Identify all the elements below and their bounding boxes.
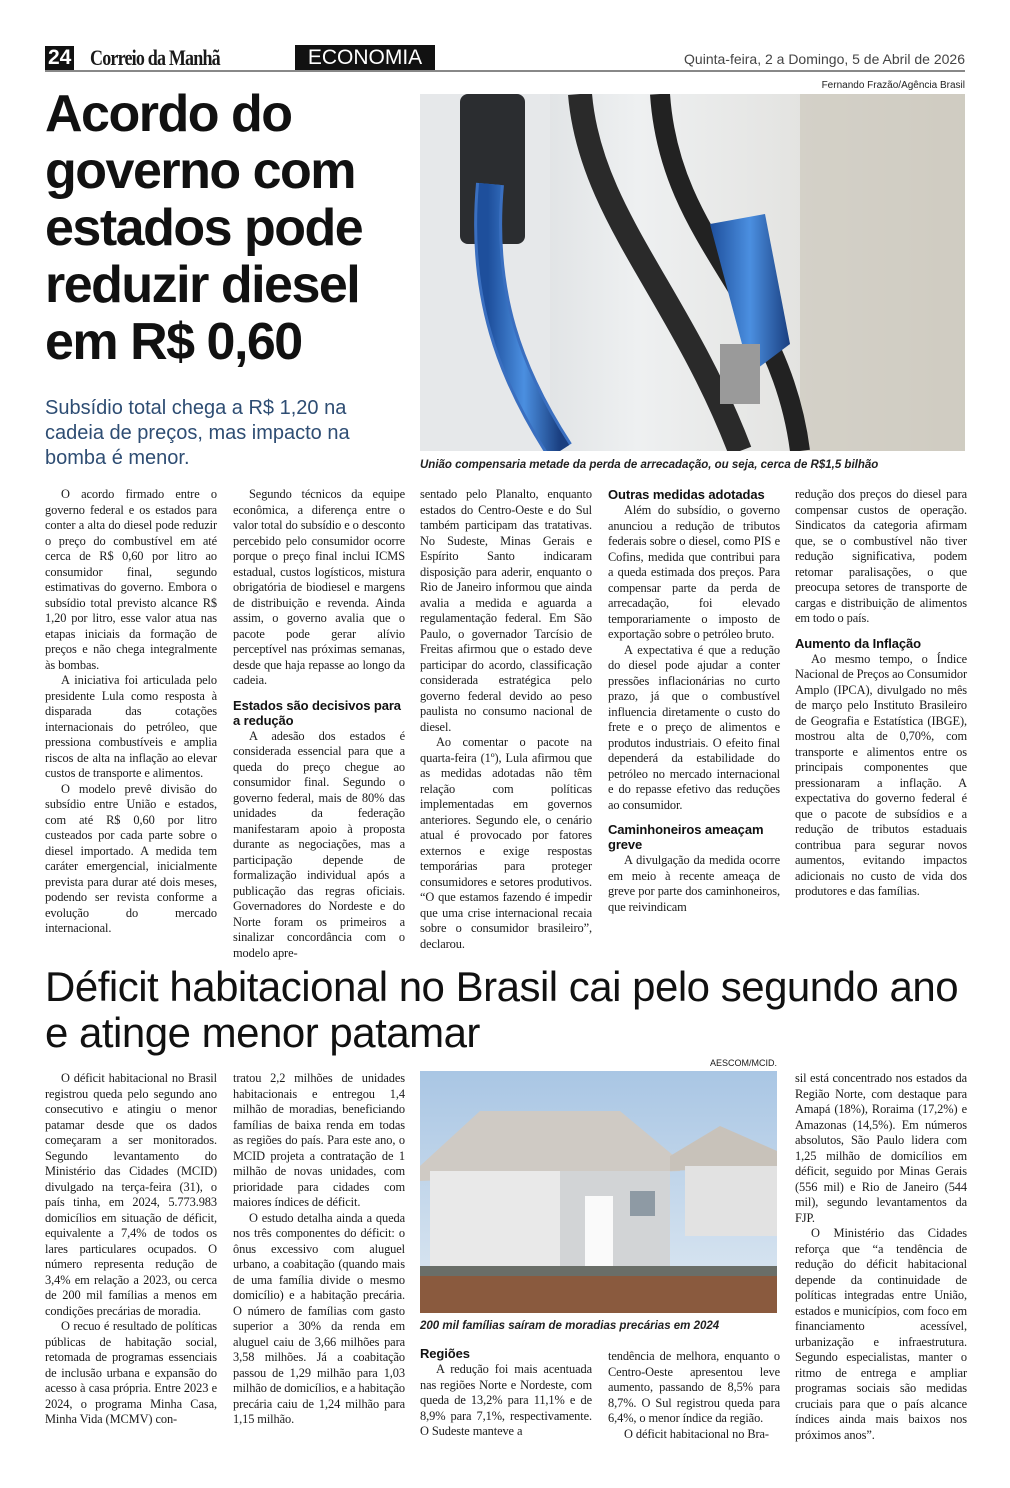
section-label: ECONOMIA — [295, 45, 435, 71]
article2-column-5 — [795, 1071, 967, 1443]
article1-column-5 — [795, 487, 967, 900]
paragraph: O estudo detalha ainda a queda nos três componentes do déficit: o ônus excessivo com aluguel urbano, a coabitação (quando mais de uma família divide o mesmo domicílio) e a habitação precária. O número de famílias com gasto superior a 30% da renda em aluguel caiu de 3,66 milhões para 3,58 milhões. Já a coabitação passou de 1,29 milhão para 1,03 milhão de domicílios, e a habitação precária caiu de 1,24 milhão para 1,15 milhão. — [233, 1210, 405, 1426]
subheading: Outras medidas adotadas — [608, 487, 765, 502]
article1-column-2 — [233, 487, 405, 961]
paragraph: A expectativa é que a redução do diesel pode ajudar a conter pressões inflacionárias no curto prazo, já que o combustível influencia diretamente o custo do frete e o preço de alimentos e produtos industriais. O efeito final dependerá da estabilidade do petróleo no mercado internacional e do repasse efetivo das reduções ao consumidor. — [608, 642, 780, 812]
article1-photo-caption: União compensaria metade da perda de arrecadação, ou seja, cerca de R$1,5 bilhão — [420, 459, 879, 471]
article2-column-3 — [420, 1346, 592, 1440]
paragraph: sentado pelo Planalto, enquanto estados do Centro-Oeste e do Sul também participam das tratativas. No Sudeste, Minas Gerais e Espírito Santo indicaram disposição para aderir, enquanto o Rio de Janeiro informou que ainda avalia a medida e aguarda a regulamentação federal. Em São Paulo, o governador Tarcísio de Freitas afirmou que o estado deve participar do acordo, classificação considerada estratégica pelo governo federal devido ao peso paulista no consumo nacional de diesel. — [420, 487, 592, 734]
article2-photo-credit: AESCOM/MCID. — [709, 1058, 777, 1068]
housing-photo — [420, 1071, 777, 1313]
paragraph: redução dos preços do diesel para compensar custos de operação. Sindicatos da categoria afirmam que, se o combustível não tiver redução significativa, podem retomar paralisações, o que preocupa setores de transporte de cargas e distribuição de alimentos em todo o país. — [795, 487, 967, 625]
page-number: 24 — [45, 46, 74, 70]
subheading: Regiões — [420, 1346, 470, 1361]
paragraph: Ao mesmo tempo, o Índice Nacional de Preços ao Consumidor Amplo (IPCA), divulgado no mês de março pelo Instituto Brasileiro de Geografia e Estatística (IBGE), mostrou alta de 0,70%, com transporte e alimentos entre os principais componentes que pressionaram a inflação. A expectativa do governo federal é que o pacote de subsídios e a redução de tributos estaduais contribua para segurar novos aumentos, evitando impactos adicionais no custo de vida dos produtores e das famílias. — [795, 651, 967, 898]
newspaper-name: Correio da Manhã — [90, 45, 220, 70]
article1-column-3 — [420, 487, 592, 952]
article2-column-4 — [608, 1349, 780, 1442]
paragraph: Ao comentar o pacote na quarta-feira (1º), Lula afirmou que as medidas adotadas não têm relação com políticas implementadas em governos anteriores. Segundo ele, o cenário atual é provocado por fatores externos e exige respostas temporárias para proteger consumidores e setores produtivos. “O que estamos fazendo é impedir que uma crise internacional recaia sobre o consumidor brasileiro”, declarou. — [420, 735, 592, 951]
article1-subheadline: Subsídio total chega a R$ 1,20 na cadeia de preços, mas impacto na bomba é menor. — [45, 397, 350, 469]
paragraph: Segundo técnicos da equipe econômica, a diferença entre o valor total do subsídio e o desconto percebido pelo consumidor ocorre porque o preço final inclui ICMS estadual, custos logísticos, mistura obrigatória de biodiesel e margens de distribuição e revenda. Ainda assim, o governo avalia que o pacote pode gerar alívio perceptível nas próximas semanas, desde que haja repasse ao longo da cadeia. — [233, 487, 405, 687]
diesel-pump-photo — [420, 94, 965, 451]
paragraph: A iniciativa foi articulada pelo presidente Lula como resposta à disparada das cotações internacionais do petróleo, que pressiona combustíveis e amplia riscos de alta na inflação ao elevar custos de transporte e alimentos. — [45, 673, 217, 780]
subheading: Caminhoneiros ameaçam greve — [608, 822, 764, 852]
article1-headline: Acordo do governo com estados pode reduzir diesel em R$ 0,60 — [45, 85, 363, 371]
article2-photo-caption: 200 mil famílias saíram de moradias precárias em 2024 — [420, 1320, 720, 1332]
article2-column-1 — [45, 1071, 217, 1428]
header-divider — [45, 70, 965, 72]
paragraph: O Ministério das Cidades reforça que “a tendência de redução do déficit habitacional depende da continuidade de políticas integradas entre União, estados e municípios, com foco em financiamento acessível, urbanização e infraestrutura. Segundo especialistas, manter o ritmo de entrega e ampliar programas sociais são medidas cruciais para que o país alcance índices ainda mais baixos nos próximos anos”. — [795, 1226, 967, 1442]
paragraph: O recuo é resultado de políticas públicas de habitação social, retomada de programas essenciais de inclusão urbana e expansão do acesso à casa própria. Entre 2023 e 2024, o programa Minha Casa, Minha Vida (MCMV) con- — [45, 1319, 217, 1426]
paragraph: Além do subsídio, o governo anunciou a redução de tributos federais sobre o diesel, como PIS e Cofins, medida que contribui para a queda estimada dos preços. Para compensar parte da perda de arrecadação, foi elevado temporariamente o imposto de exportação sobre o petróleo bruto. — [608, 503, 780, 641]
article2-headline: Déficit habitacional no Brasil cai pelo segundo ano e atinge menor patamar — [45, 963, 959, 1056]
paragraph: sil está concentrado nos estados da Região Norte, com destaque para Amapá (18%), Roraima (17,2%) e Amazonas (14,5%). Em números absolutos, São Paulo lidera com 1,25 milhão de domicílios em déficit, seguido por Minas Gerais (556 mil) e Rio de Janeiro (544 mil), segundo levantamentos da FJP. — [795, 1071, 967, 1225]
article1-column-4 — [608, 487, 780, 915]
issue-date: Quinta-feira, 2 a Domingo, 5 de Abril de 2026 — [684, 51, 965, 67]
paragraph: O déficit habitacional no Brasil registrou queda pelo segundo ano consecutivo e atingiu o menor patamar desde que os dados começaram a ser monitorados. Segundo levantamento do Ministério das Cidades (MCID) divulgado na terça-feira (31), o país tinha, em 2024, 5.773.983 domicílios em situação de déficit, equivalente a 7,4% de todos os lares particulares ocupados. O número representa redução de 3,4% em relação a 2023, ou cerca de 200 mil famílias a menos em condições precárias de moradia. — [45, 1071, 217, 1318]
article1-column-1 — [45, 487, 217, 937]
paragraph: O déficit habitacional no Bra- — [624, 1426, 769, 1441]
subheading: Aumento da Inflação — [795, 635, 921, 651]
paragraph: tendência de melhora, enquanto o Centro-Oeste apresentou leve aumento, passando de 8,5% para 8,7%. O Sul registrou queda para 6,4%, o menor índice da região. — [608, 1349, 780, 1425]
article1-photo-credit: Fernando Frazão/Agência Brasil — [821, 80, 965, 91]
paragraph: O modelo prevê divisão do subsídio entre União e estados, com até R$ 0,60 por litro custeados por cada parte sobre o diesel importado. A medida tem caráter emergencial, inicialmente prevista para durar até dois meses, podendo ser revista conforme a evolução do mercado internacional. — [45, 781, 217, 935]
paragraph: tratou 2,2 milhões de unidades habitacionais e entregou 1,4 milhão de moradias, beneficiando famílias de baixa renda em todas as regiões do país. Para este ano, o MCID projeta a contratação de 1 milhão de novas unidades, com prioridade para cidades com maiores índices de déficit. — [233, 1071, 405, 1209]
paragraph: O acordo firmado entre o governo federal e os estados para conter a alta do diesel pode reduzir o preço do combustível em até cerca de R$ 0,60 por litro ao consumidor final, segundo estimativas do governo. Embora o subsídio total previsto alcance R$ 1,20 por litro, esse valor atua nas etapas iniciais da formação de preços e não chega integralmente às bombas. — [45, 487, 217, 672]
subheading: Estados são decisivos para a redução — [233, 697, 401, 728]
article2-column-2 — [233, 1071, 405, 1428]
paragraph: A redução foi mais acentuada nas regiões Norte e Nordeste, com queda de 13,2% para 11,1% e de 8,9% para 7,1%, respectivamente. O Sudeste manteve a — [420, 1362, 592, 1438]
paragraph: A divulgação da medida ocorre em meio à recente ameaça de greve por parte dos caminhoneiros, que reivindicam — [608, 853, 780, 914]
paragraph: A adesão dos estados é considerada essencial para que a queda do preço chegue ao consumidor final. Segundo o governo federal, mais de 80% das unidades da federação manifestaram apoio à proposta durante as negociações, mas a participação depende de formalização individual após a publicação das regras oficiais. Governadores do Nordeste e do Norte foram os primeiros a sinalizar concordância com o modelo apre- — [233, 728, 405, 960]
